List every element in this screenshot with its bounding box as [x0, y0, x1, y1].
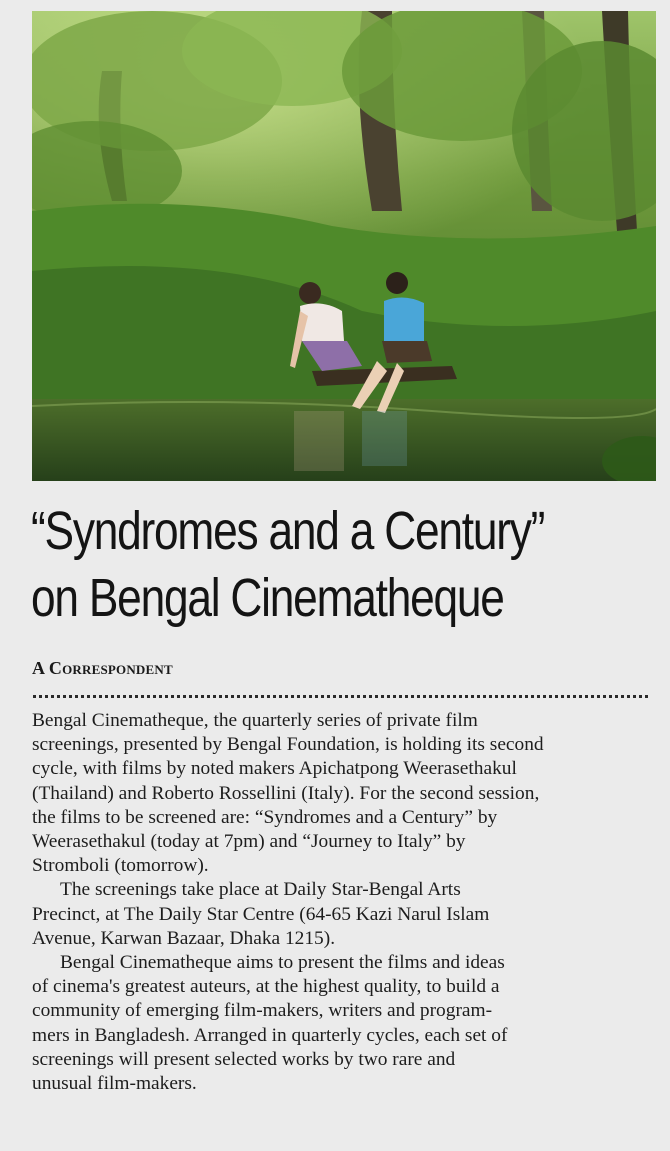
body-line: unusual film-makers.: [32, 1073, 197, 1095]
body-line: Bengal Cinematheque aims to present the films and ideas: [60, 952, 505, 974]
article-headline: [31, 498, 548, 632]
body-line: The screenings take place at Daily Star-Bengal Arts: [60, 879, 461, 901]
body-line: the films to be screened are: “Syndromes and a Century” by: [32, 806, 498, 828]
dotted-divider: [33, 695, 648, 698]
body-line: (Thailand) and Roberto Rossellini (Italy). For the second session,: [32, 782, 540, 804]
headline-line-2: on Bengal Cinematheque: [31, 568, 504, 628]
headline-line-1: “Syndromes and a Century”: [31, 501, 545, 561]
body-line: Weerasethakul (today at 7pm) and “Journey to Italy” by: [32, 831, 466, 853]
body-line: Precinct, at The Daily Star Centre (64-65 Kazi Narul Islam: [32, 903, 490, 925]
body-line: community of emerging film-makers, writers and program-: [32, 1000, 493, 1022]
body-line: cycle, with films by noted makers Apichatpong Weerasethakul: [32, 758, 517, 780]
body-line: screenings will present selected works by two rare and: [32, 1048, 456, 1070]
body-line: screenings, presented by Bengal Foundation, is holding its second: [32, 734, 544, 756]
film-still-photo: [32, 11, 656, 481]
body-line: Stromboli (tomorrow).: [32, 855, 209, 877]
byline: A Correspondent: [32, 658, 173, 678]
body-line: Bengal Cinematheque, the quarterly series of private film: [32, 710, 478, 731]
article-body: [32, 709, 664, 1096]
paragraph-3: [32, 951, 664, 1096]
paragraph-1: [32, 709, 664, 878]
body-line: mers in Bangladesh. Arranged in quarterly cycles, each set of: [32, 1024, 508, 1046]
paragraph-2: [32, 878, 664, 951]
body-line: of cinema's greatest auteurs, at the highest quality, to build a: [32, 976, 500, 998]
body-line: Avenue, Karwan Bazaar, Dhaka 1215).: [32, 927, 336, 949]
